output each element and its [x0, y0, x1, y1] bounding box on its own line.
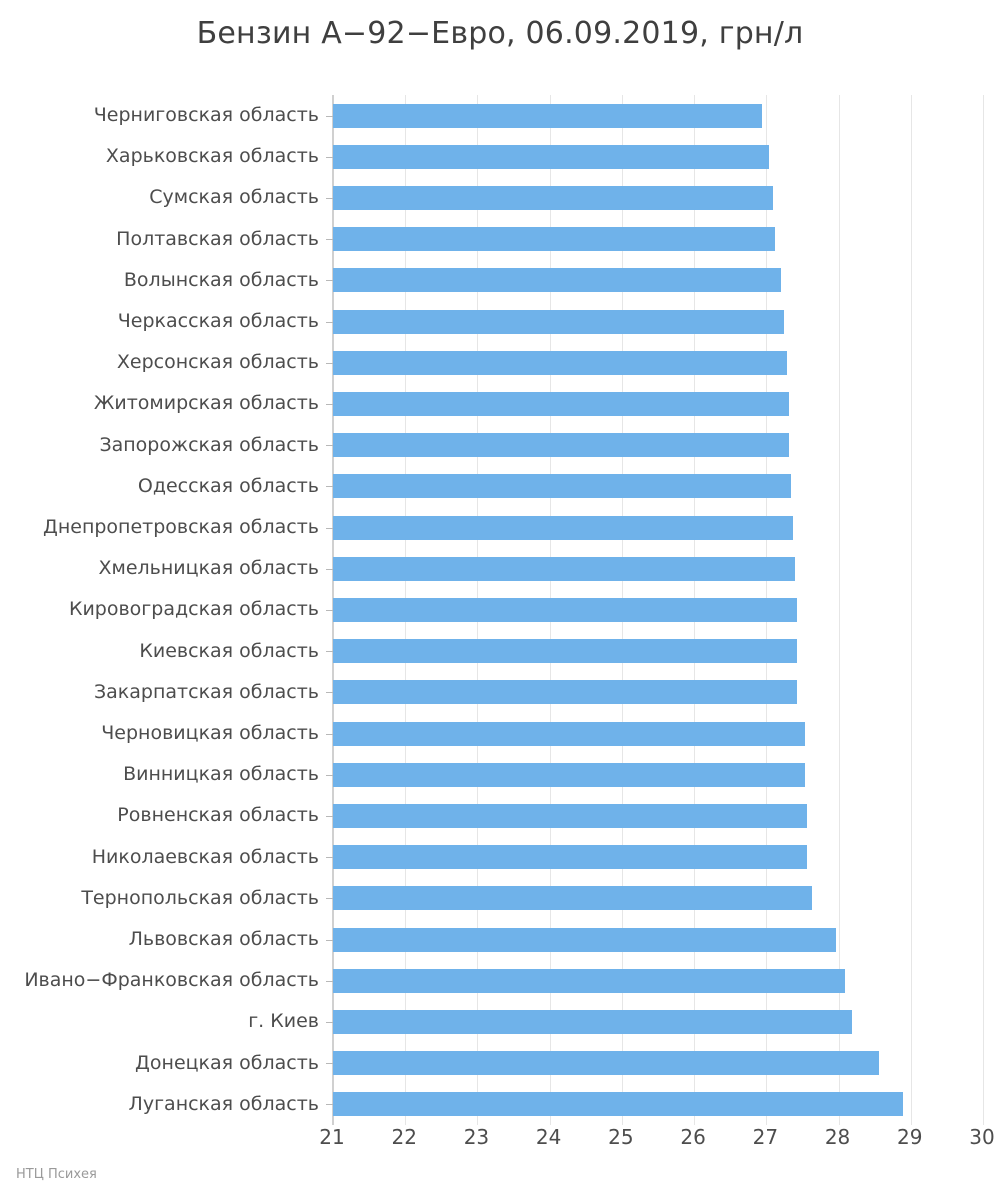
bar-row[interactable]	[93, 672, 983, 713]
y-axis-tick	[326, 404, 333, 405]
y-axis-category-label: Херсонская область	[116, 351, 319, 374]
y-axis-category-label: Николаевская область	[91, 845, 319, 868]
y-axis-category-label: Волынская область	[123, 268, 319, 291]
bar[interactable]	[333, 186, 773, 210]
bar-row[interactable]	[105, 136, 983, 177]
bar-row[interactable]	[68, 589, 983, 630]
y-axis-category-label: Закарпатская область	[93, 680, 319, 703]
bar[interactable]	[333, 268, 781, 292]
x-axis-tick-label: 29	[897, 1125, 923, 1149]
y-axis-tick	[326, 445, 333, 446]
y-axis-category-label: Запорожская область	[99, 433, 319, 456]
bar-row[interactable]	[128, 919, 983, 960]
bar-row[interactable]	[42, 507, 983, 548]
x-axis-tick-label: 25	[608, 1125, 634, 1149]
bar-row[interactable]	[91, 837, 983, 878]
y-axis-tick	[326, 651, 333, 652]
y-axis-tick	[326, 816, 333, 817]
bar[interactable]	[333, 227, 775, 251]
x-axis-tick-label: 22	[391, 1125, 417, 1149]
y-axis-category-label: Сумская область	[149, 186, 319, 209]
bar[interactable]	[333, 1051, 879, 1075]
y-axis-tick	[326, 981, 333, 982]
y-axis-category-label: Полтавская область	[116, 227, 319, 250]
source-annotation: НТЦ Психея	[16, 1167, 97, 1182]
bar[interactable]	[333, 392, 789, 416]
y-axis-tick	[326, 322, 333, 323]
y-axis-category-label: Днепропетровская область	[42, 516, 319, 538]
y-axis-tick	[326, 198, 333, 199]
x-axis-tick-label: 24	[535, 1125, 562, 1149]
bar-row[interactable]	[117, 301, 983, 342]
y-axis-category-label: Черниговская область	[93, 104, 319, 126]
bar[interactable]	[333, 145, 769, 169]
x-axis-tick-label: 23	[463, 1125, 490, 1149]
y-axis-tick	[326, 280, 333, 281]
y-axis-category-label: Донецкая область	[135, 1051, 319, 1074]
y-axis-category-label: Одесская область	[137, 474, 319, 497]
y-axis-tick	[326, 116, 333, 117]
bar[interactable]	[333, 474, 791, 498]
bar[interactable]	[333, 928, 836, 952]
bar-row[interactable]	[98, 548, 983, 589]
y-axis-tick	[326, 898, 333, 899]
bar-row[interactable]	[116, 342, 983, 383]
y-axis-tick	[326, 528, 333, 529]
bar[interactable]	[333, 433, 789, 457]
bar[interactable]	[333, 1092, 903, 1116]
x-axis-tick-label: 28	[824, 1125, 851, 1149]
bar[interactable]	[333, 845, 807, 869]
bar-row[interactable]	[123, 754, 983, 795]
bar-rows	[24, 95, 983, 1125]
bar-row[interactable]	[116, 219, 983, 260]
bar[interactable]	[333, 722, 805, 746]
bar-row[interactable]	[101, 713, 983, 754]
bar[interactable]	[333, 104, 762, 128]
y-axis-tick	[326, 1063, 333, 1064]
x-axis-tick-label: 26	[680, 1125, 706, 1149]
bar[interactable]	[333, 310, 784, 334]
bar[interactable]	[333, 516, 793, 540]
y-axis-category-label: Тернопольская область	[81, 886, 319, 909]
bar[interactable]	[333, 886, 812, 910]
bar-row[interactable]	[248, 1001, 983, 1042]
y-axis-tick	[326, 692, 333, 693]
y-axis-tick	[326, 940, 333, 941]
bar-row[interactable]	[149, 177, 983, 218]
y-axis-tick	[326, 775, 333, 776]
plot-area	[24, 95, 983, 1125]
bar[interactable]	[333, 1010, 852, 1034]
y-axis-category-label: Черкасская область	[117, 310, 319, 332]
bar-row[interactable]	[24, 960, 983, 1001]
y-axis-category-label: Винницкая область	[123, 763, 319, 786]
x-axis-tick-labels	[319, 1125, 995, 1165]
y-axis-category-label: Ивано−Франковская область	[24, 969, 319, 992]
page-title: Бензин А−92−Евро, 06.09.2019, грн/л	[196, 16, 804, 51]
y-axis-category-label: Черновицкая область	[101, 722, 319, 744]
bar-row[interactable]	[128, 1084, 983, 1125]
y-axis-tick	[326, 734, 333, 735]
bar[interactable]	[333, 763, 805, 787]
bar[interactable]	[333, 557, 795, 581]
bar[interactable]	[333, 969, 845, 993]
y-axis-tick	[326, 239, 333, 240]
bar-row[interactable]	[93, 383, 983, 424]
y-axis-tick	[326, 857, 333, 858]
y-axis-tick	[326, 157, 333, 158]
y-axis-tick	[326, 569, 333, 570]
y-axis-tick	[326, 610, 333, 611]
bar-row[interactable]	[117, 795, 983, 836]
x-axis-tick-label: 30	[969, 1125, 995, 1149]
bar-row[interactable]	[135, 1043, 983, 1084]
x-axis-tick-label: 21	[319, 1125, 345, 1149]
x-axis-tick-label: 27	[752, 1125, 779, 1149]
y-axis-tick	[326, 486, 333, 487]
y-axis-tick	[326, 1104, 333, 1105]
gridline	[983, 95, 984, 1125]
y-axis-category-label: Львовская область	[128, 928, 319, 950]
bar-row[interactable]	[93, 95, 983, 136]
bar[interactable]	[333, 804, 807, 828]
y-axis-tick	[326, 363, 333, 364]
bar-row[interactable]	[99, 425, 983, 466]
bar-row[interactable]	[137, 466, 983, 507]
y-axis-category-label: Кировоградская область	[68, 598, 319, 621]
bar[interactable]	[333, 680, 797, 704]
y-axis-tick	[326, 1022, 333, 1023]
y-axis-category-label: Киевская область	[139, 639, 319, 662]
y-axis-category-label: Харьковская область	[105, 145, 319, 168]
bar-row[interactable]	[139, 631, 983, 672]
bar-row[interactable]	[123, 260, 983, 301]
y-axis-category-label: Житомирская область	[93, 392, 319, 415]
bar[interactable]	[333, 598, 797, 622]
y-axis-category-label: Луганская область	[128, 1092, 319, 1115]
bar-row[interactable]	[81, 878, 983, 919]
bar[interactable]	[333, 351, 787, 375]
y-axis-category-label: г. Киев	[248, 1010, 319, 1033]
y-axis-category-label: Ровненская область	[117, 804, 319, 827]
y-axis-category-label: Хмельницкая область	[98, 557, 319, 580]
bar[interactable]	[333, 639, 797, 663]
